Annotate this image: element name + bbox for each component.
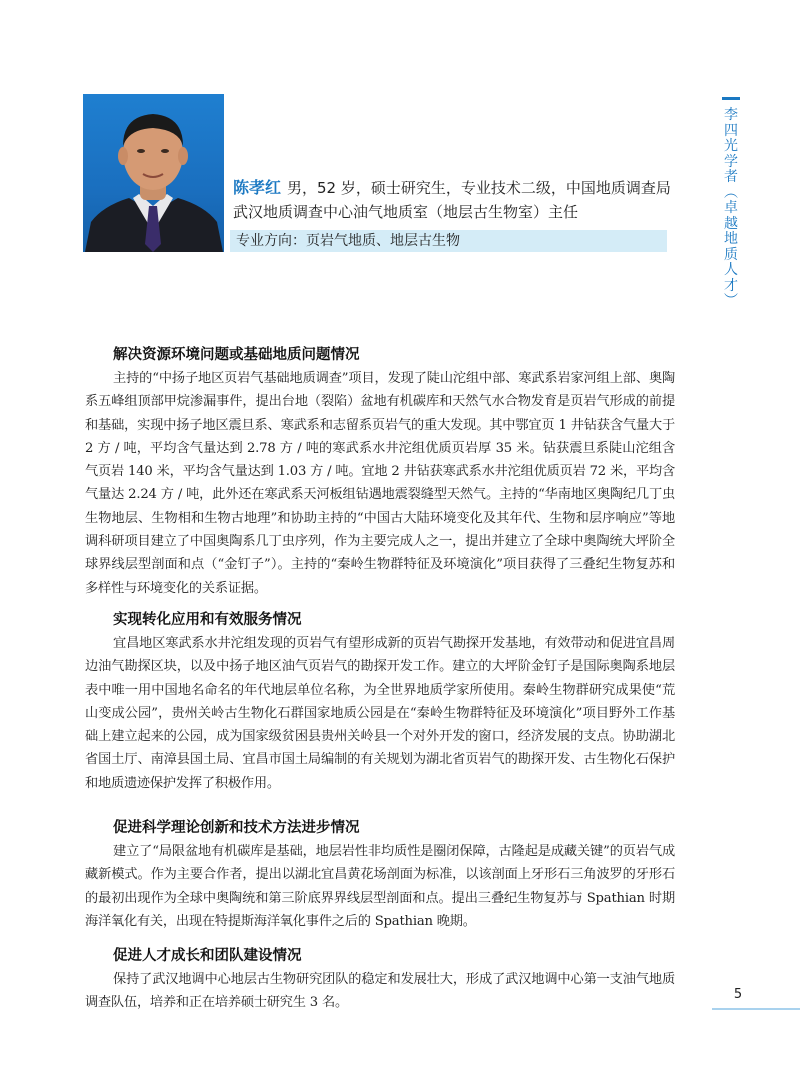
section-body: 保持了武汉地调中心地层古生物研究团队的稳定和发展壮大，形成了武汉地调中心第一支油气地质调查队伍，培养和正在培养硕士研究生 3 名。 (85, 972, 675, 1011)
section-title: 促进人才成长和团队建设情况 (113, 948, 302, 964)
side-title-char: 者 (724, 169, 738, 185)
section-resource-environment (85, 345, 675, 600)
section-application-service (85, 610, 675, 795)
side-title-rule (722, 97, 740, 100)
page-number-rule (712, 1008, 800, 1010)
profile-bio-text: 男，52 岁，硕士研究生，专业技术二级，中国地质调查局武汉地质调查中心油气地质室（地层古生物室）主任 (233, 179, 671, 221)
side-title-char: 学 (724, 153, 738, 170)
profile-bio (233, 176, 673, 224)
side-title-char: 光 (724, 138, 738, 154)
side-title-char: 卓 (724, 200, 738, 216)
section-title: 实现转化应用和有效服务情况 (113, 612, 302, 628)
side-title-char: 地 (724, 231, 738, 247)
side-title-char: 越 (724, 215, 738, 232)
portrait-photo (83, 94, 224, 252)
side-title (722, 108, 740, 310)
page-number: 5 (733, 987, 743, 1002)
side-title-char: 四 (724, 122, 738, 139)
specialty-text: 专业方向：页岩气地质、地层古生物 (236, 233, 460, 249)
side-title-char: ︶ (724, 293, 738, 309)
section-body: 宜昌地区寒武系水井沱组发现的页岩气有望形成新的页岩气勘探开发基地，有效带动和促进宜昌周边油气勘探区块，以及中扬子地区油气页岩气的勘探开发工作。建立的大坪阶金钉子是国际奥陶系地层表中唯一用中国地名命名的年代地层单位名称，为全世界地质学家所使用。秦岭生物群研究成果使“荒山变成公园”，贵州关岭古生物化石群国家地质公园是在“秦岭生物群特征及环境演化”项目野外工作基础上建立起来的公园，成为国家级贫困县贵州关岭县一个对外开发的窗口，经济发展的支点。协助湖北省国土厅、南漳县国土局、宜昌市国土局编制的有关规划为湖北省页岩气的勘探开发、古生物化石保护和地质遗迹保护发挥了积极作用。 (85, 636, 675, 791)
section-title: 促进科学理论创新和技术方法进步情况 (113, 820, 360, 836)
side-title-char: ︵ (724, 184, 738, 201)
side-title-char: 才 (724, 277, 738, 294)
profile-name: 陈孝红 (233, 178, 282, 197)
section-body: 建立了“局限盆地有机碳库是基础，地层岩性非均质性是圈闭保障，古隆起是成藏关键”的页岩气成藏新模式。作为主要合作者，提出以湖北宜昌黄花场剖面为标准，以该剖面上牙形石三角波罗的牙形石的最初出现作为全球中奥陶统和第三阶底界界线层型剖面和点。提出三叠纪生物复苏与 Spathian 时期海洋氧化有关，出现在特提斯海洋氧化事件之后的 Spathian 晚期。 (85, 844, 675, 929)
section-title: 解决资源环境问题或基础地质问题情况 (113, 347, 360, 363)
specialty-bar (230, 230, 667, 252)
section-science-innovation (85, 818, 675, 933)
section-body: 主持的“中扬子地区页岩气基础地质调查”项目，发现了陡山沱组中部、寒武系岩家河组上部、奥陶系五峰组顶部甲烷渗漏事件，提出台地（裂陷）盆地有机碳库和天然气水合物发育是页岩气形成的前提和基础，实现中扬子地区震旦系、寒武系和志留系页岩气的重大发现。其中鄂宜页 1 井钻获含气量大于 2 方 / 吨，平均含气量达到 2.78 方 / 吨的寒武系水井沱组优质页岩厚 35 米。钻获震旦系陡山沱组含气页岩 140 米，平均含气量达到 1.03 方 / 吨。宜地 2 井钻获寒武系水井沱组优质页岩 72 米，平均含气量达 2.24 方 / 吨，此外还在寒武系天河板组钻遇地震裂缝型天然气。主持的“华南地区奥陶纪几丁虫生物地层、生物相和生物古地理”和协助主持的“中国古大陆环境变化及其年代、生物和层序响应”等地调科研项目建立了中国奥陶系几丁虫序列，作为主要完成人之一，提出并建立了全球中奥陶统大坪阶全球界线层型剖面和点（“金钉子”）。主持的“秦岭生物群特征及环境演化”项目获得了三叠纪生物复苏和多样性与环境变化的关系证据。 (85, 371, 675, 596)
section-team-building (85, 946, 675, 1015)
side-title-char: 人 (724, 262, 738, 278)
side-title-char: 李 (724, 107, 738, 123)
side-title-char: 质 (724, 246, 738, 263)
